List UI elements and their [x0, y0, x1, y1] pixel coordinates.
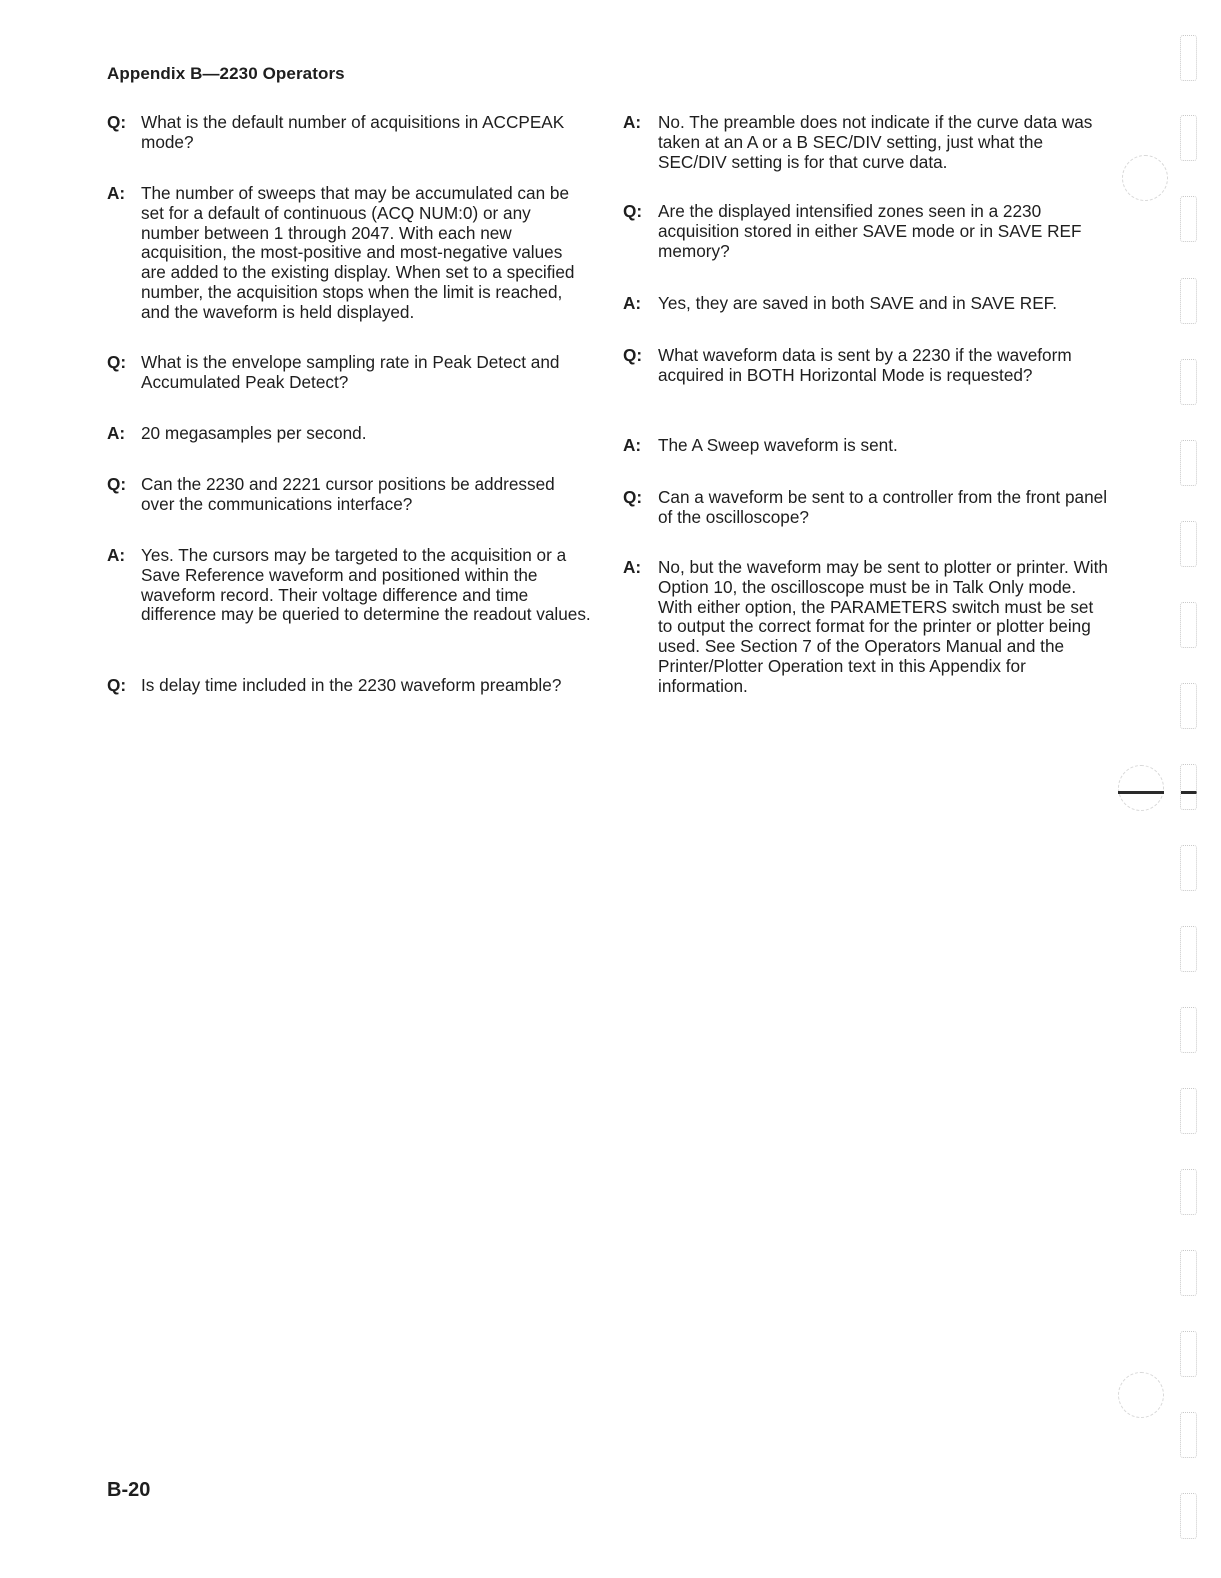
- qa-text: Is delay time included in the 2230 waveform preamble?: [141, 675, 562, 695]
- qa-label: A:: [623, 435, 642, 455]
- qa-label: A:: [623, 293, 642, 313]
- index-tab: [1180, 1493, 1197, 1539]
- qa-item: [107, 353, 597, 397]
- binder-marker: [1118, 791, 1164, 794]
- qa-text: Yes, they are saved in both SAVE and in SAVE REF.: [658, 293, 1058, 313]
- index-tab: [1180, 359, 1197, 405]
- index-tab: [1180, 1331, 1197, 1377]
- qa-label: A:: [107, 183, 126, 203]
- qa-text: Can the 2230 and 2221 cursor positions be addressed over the communications interface?: [141, 474, 555, 514]
- qa-text: Can a waveform be sent to a controller from the front panel of the oscilloscope?: [658, 487, 1108, 527]
- qa-text: What waveform data is sent by a 2230 if the waveform acquired in BOTH Horizontal Mode is requested?: [658, 345, 1072, 385]
- qa-text: Yes. The cursors may be targeted to the acquisition or a Save Reference waveform and positioned within the waveform record. Their voltage difference and time difference may be queried to determine the readout values.: [141, 545, 591, 625]
- qa-label: Q:: [623, 201, 643, 221]
- index-tab: [1180, 1088, 1197, 1134]
- index-tab: [1180, 683, 1197, 729]
- qa-item: [623, 436, 1113, 458]
- qa-text: What is the default number of acquisitions in ACCPEAK mode?: [141, 112, 565, 152]
- qa-item: [107, 676, 597, 720]
- qa-label: Q:: [623, 345, 643, 365]
- index-tab: [1180, 926, 1197, 972]
- page-number: B-20: [107, 1479, 151, 1501]
- index-tab: [1180, 115, 1197, 161]
- qa-label: Q:: [107, 474, 127, 494]
- binder-hole: [1118, 765, 1164, 811]
- index-tab: [1180, 764, 1197, 810]
- index-tab: [1180, 196, 1197, 242]
- qa-label: Q:: [107, 112, 127, 132]
- index-tab: [1180, 845, 1197, 891]
- qa-item: [623, 488, 1113, 532]
- qa-text: The number of sweeps that may be accumulated can be set for a default of continuous (ACQ NUM:0) or any number between 1 through 2047. With each new acquisition, the most-positive and most-negative values are added to the existing display. When set to a specified number, the acquisition stops when the limit is reached, and the waveform is held displayed.: [141, 183, 575, 322]
- index-tab: [1180, 1412, 1197, 1458]
- index-tab: [1180, 35, 1197, 81]
- qa-item: [623, 294, 1113, 316]
- qa-label: Q:: [107, 352, 127, 372]
- index-tab: [1180, 521, 1197, 567]
- qa-label: A:: [623, 557, 642, 577]
- page-header: Appendix B—2230 Operators: [107, 64, 345, 83]
- qa-label: Q:: [107, 675, 127, 695]
- qa-label: A:: [107, 423, 126, 443]
- qa-label: A:: [623, 112, 642, 132]
- qa-item: [623, 558, 1113, 718]
- qa-text: The A Sweep waveform is sent.: [658, 435, 898, 455]
- qa-text: Are the displayed intensified zones seen in a 2230 acquisition stored in either SAVE mode or in SAVE REF memory?: [658, 201, 1082, 261]
- qa-label: A:: [107, 545, 126, 565]
- binder-hole: [1118, 1372, 1164, 1418]
- qa-label: Q:: [623, 487, 643, 507]
- qa-text: 20 megasamples per second.: [141, 423, 367, 443]
- index-tab: [1180, 602, 1197, 648]
- index-tab: [1180, 1169, 1197, 1215]
- qa-item: [107, 424, 597, 446]
- qa-item: [107, 184, 597, 324]
- qa-item: [623, 113, 1113, 175]
- qa-item: [107, 113, 597, 157]
- qa-text: No. The preamble does not indicate if the curve data was taken at an A or a B SEC/DIV setting, just what the SEC/DIV setting is for that curve data.: [658, 112, 1093, 172]
- index-tab: [1180, 1007, 1197, 1053]
- index-tab: [1180, 278, 1197, 324]
- index-tab: [1180, 1250, 1197, 1296]
- qa-item: [623, 346, 1113, 408]
- qa-item: [107, 546, 597, 646]
- qa-item: [107, 475, 597, 519]
- index-tab: [1180, 440, 1197, 486]
- qa-text: No, but the waveform may be sent to plotter or printer. With Option 10, the oscilloscope must be in Talk Only mode. With either option, the PARAMETERS switch must be set to output the correct format for the printer or plotter being used. See Section 7 of the Operators Manual and the Printer/Plotter Operation text in this Appendix for information.: [658, 557, 1108, 696]
- qa-text: What is the envelope sampling rate in Peak Detect and Accumulated Peak Detect?: [141, 352, 560, 392]
- qa-item: [623, 202, 1113, 264]
- binder-hole: [1122, 155, 1168, 201]
